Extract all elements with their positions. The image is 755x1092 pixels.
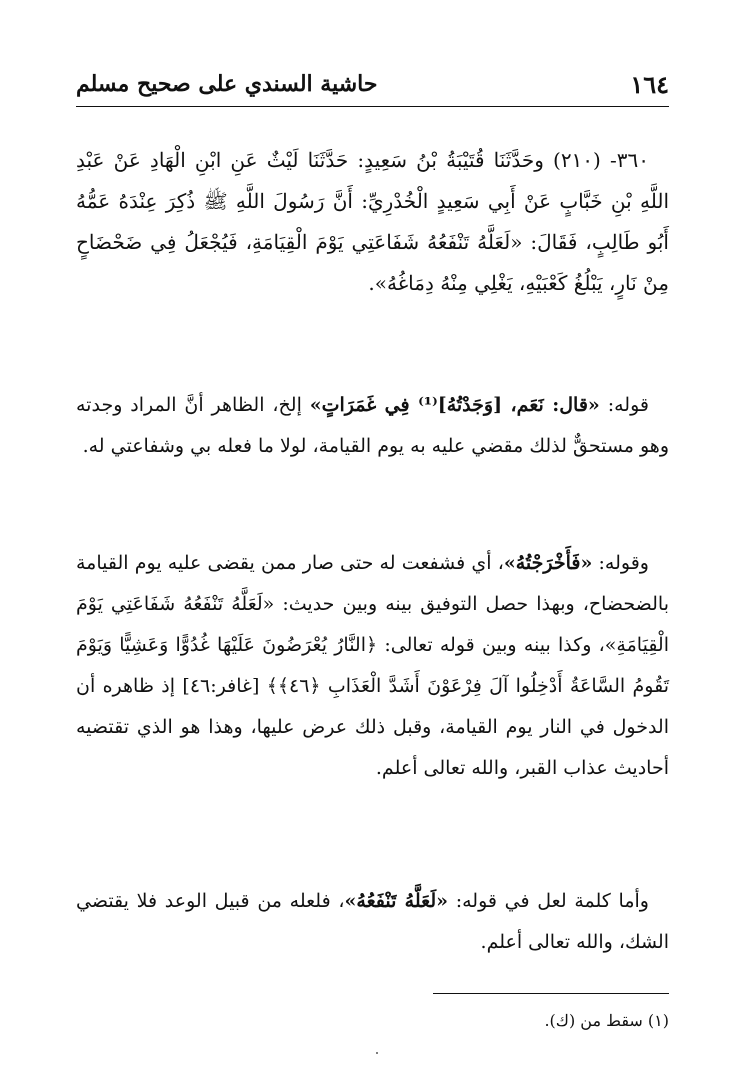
footnote-rule [433,993,669,994]
commentary-paragraph-2 [76,543,669,789]
commentary-quote: «قال: نَعَم، [وَجَدْتُهُ]⁽¹⁾ فِي غَمَرَاتٍ» [309,394,600,416]
commentary-lead: وأما كلمة لعل في قوله: [447,890,649,912]
hadith-body: ٣٦٠- (٢١٠) وحَدَّثَنَا قُتَيْبَةُ بْنُ سَعِيدٍ: حَدَّثَنَا لَيْثٌ عَنِ ابْنِ الْهَادِ عَنْ عَبْدِ اللَّهِ بْنِ خَبَّابٍ عَنْ أَبِي سَعِيدٍ الْخُدْرِيِّ: أَنَّ رَسُولَ اللَّهِ ﷺ ذُكِرَ عِنْدَهُ عَمُّهُ أَبُو طَالِبٍ، فَقَالَ: «لَعَلَّهُ تَنْفَعُهُ شَفَاعَتِي يَوْمَ الْقِيَامَةِ، فَيُجْعَلُ فِي ضَحْضَاحٍ مِنْ نَارٍ، يَبْلُغُ كَعْبَيْهِ، يَغْلِي مِنْهُ دِمَاغُهُ». [76,148,669,295]
commentary-paragraph-1 [76,385,669,467]
commentary-text: ، فلعله من قبيل الوعد فلا يقتضي الشك، والله تعالى أعلم. [76,890,669,953]
running-title: حاشية السندي على صحيح مسلم [76,71,378,97]
commentary-lead: قوله: [599,394,649,416]
commentary-quote: «فَأَخْرَجْتُهُ» [503,552,593,574]
commentary-paragraph-3 [76,881,669,963]
page-number: ١٦٤ [630,69,669,99]
commentary-text: إلخ، الظاهر أنَّ المراد وجدته وهو مستحقٌّ لذلك مقضي عليه به يوم القيامة، لولا ما فعله بي وشفاعتي له. [76,394,669,457]
page-header [76,64,669,104]
hadith-text [76,140,669,304]
footnote: (١) سقط من (ك). [544,1011,669,1030]
commentary-lead: وقوله: [592,552,649,574]
print-speck [376,1052,378,1054]
commentary-text: ، أي فشفعت له حتى صار ممن يقضى عليه يوم القيامة بالضحضاح، وبهذا حصل التوفيق بينه وبين حديث: «لَعَلَّهُ تَنْفَعُهُ شَفَاعَتِي يَوْمَ الْقِيَامَةِ»، وكذا بينه وبين قوله تعالى: ﴿النَّارُ يُعْرَضُونَ عَلَيْهَا غُدُوًّا وَعَشِيًّا وَيَوْمَ تَقُومُ السَّاعَةُ أَدْخِلُوا آلَ فِرْعَوْنَ أَشَدَّ الْعَذَابِ ﴿٤٦﴾﴾ [غافر:٤٦] إذ ظاهره أن الدخول في النار يوم القيامة، وقبل ذلك عرض عليها، وهذا هو الذي تقتضيه أحاديث عذاب القبر، والله تعالى أعلم. [76,552,670,779]
header-rule [76,106,669,107]
commentary-quote: «لَعَلَّهُ تَنْفَعُهُ» [344,890,448,912]
